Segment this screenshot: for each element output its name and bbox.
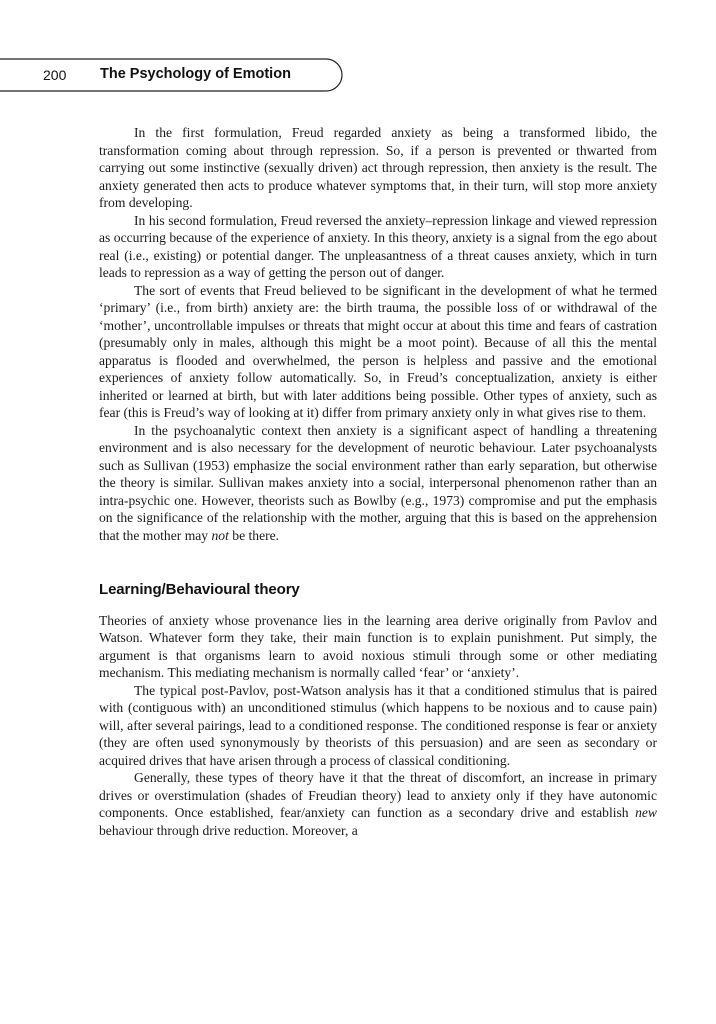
paragraph: Theories of anxiety whose provenance lies in the learning area derive originally from Pavlov and Watson. Whatever form they take, their main function is to explain punishment. Put simply, the argument is that organisms learn to avoid noxious stimuli through some or other mediating mechanism. This mediating mechanism is normally called ‘fear’ or ‘anxiety’. <box>99 612 657 680</box>
paragraph: Generally, these types of theory have it that the threat of discomfort, an increase in primary drives or overstimulation (shades of Freudian theory) lead to anxiety only if they have autonomic components. Once established, fear/anxiety can function as a secondary drive and establish new behaviour through drive reduction. Moreover, a <box>99 770 657 838</box>
emphasis: new <box>635 805 657 820</box>
section-heading: Learning/Behavioural theory <box>99 581 300 598</box>
paragraph: In his second formulation, Freud reversed the anxiety–repression linkage and viewed repression as occurring because of the experience of anxiety. In this theory, anxiety is a signal from the ego about real (i.e., existing) or potential danger. The unpleasantness of a threat causes anxiety, which in turn leads to repression as a way of getting the person out of danger. <box>99 212 657 280</box>
paragraph: The sort of events that Freud believed to be significant in the development of what he termed ‘primary’ (i.e., from birth) anxiety are: the birth trauma, the possible loss of or withdrawal of the ‘mother’, uncontrollable impulses or threats that might occur at about this time and fears of castration (presumably only in males, although this might be a moot point). Because of all this the mental apparatus is flooded and overwhelmed, the person is helpless and passive and the emotional experiences of anxiety follow automatically. So, in Freud’s conceptualization, anxiety is either inherited or learned at birth, but with later additions being possible. Other types of anxiety, such as fear (this is Freud’s way of looking at it) differ from primary anxiety only in what gives rise to them. <box>99 282 657 420</box>
paragraph: In the first formulation, Freud regarded anxiety as being a transformed libido, the transformation coming about through repression. So, if a person is prevented or thwarted from carrying out some instinctive (sexually driven) act through repression, then anxiety is the result. The anxiety generated then acts to produce whatever symptoms that, in their turn, will stop more anxiety from developing. <box>99 125 657 210</box>
emphasis: not <box>211 527 229 543</box>
running-head <box>0 58 344 92</box>
page-body <box>99 124 657 839</box>
paragraph: The typical post-Pavlov, post-Watson analysis has it that a conditioned stimulus that is paired with (contiguous with) an unconditioned stimulus (which happens to be noxious and to cause pain) will, after several pairings, lead to a conditioned response. The conditioned response is fear or anxiety (they are often used synonymously by theorists of this persuasion) and are seen as secondary or acquired drives that have arisen through a process of classical conditioning. <box>99 682 657 768</box>
paragraph: In the psychoanalytic context then anxiety is a significant aspect of handling a threatening environment and is also necessary for the development of neurotic behaviour. Later psychoanalysts such as Sullivan (1953) emphasize the social environment rather than early separation, but otherwise the theory is similar. Sullivan makes anxiety into a social, interpersonal phenomenon rather than an intra-psychic one. However, theorists such as Bowlby (e.g., 1973) compromise and put the emphasis on the significance of the relationship with the mother, arguing that this is based on the apprehension that the mother may not be there. <box>99 422 657 543</box>
running-title: The Psychology of Emotion <box>100 66 291 82</box>
section-learning-behavioural <box>99 612 657 840</box>
section-freud <box>99 124 657 544</box>
page-number: 200 <box>43 67 67 83</box>
